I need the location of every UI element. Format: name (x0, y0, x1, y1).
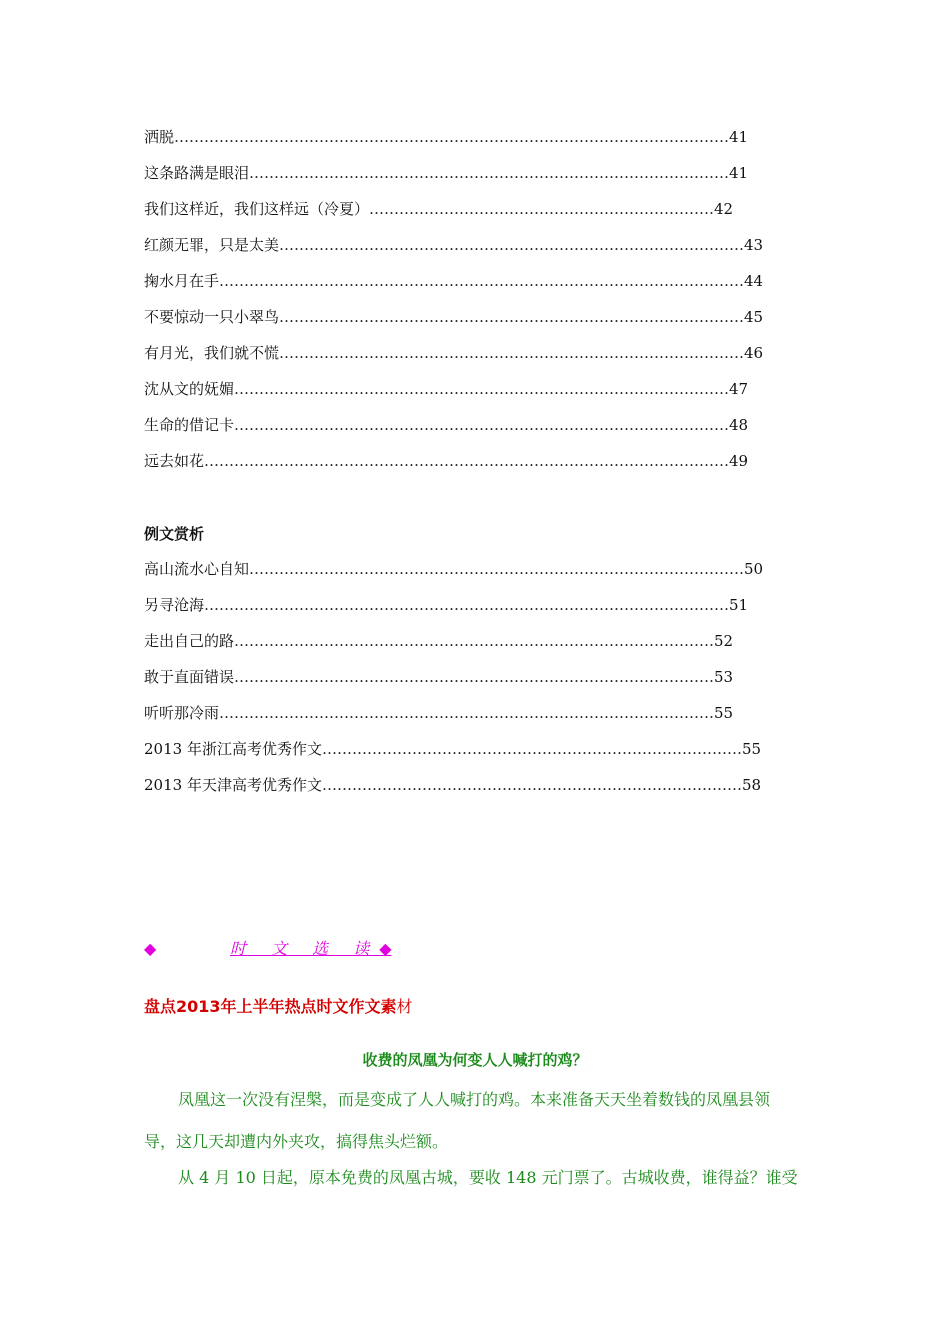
toc-entry-title: 沈从文的妩媚 (144, 380, 235, 398)
toc-leader-dots: …………………………………………………………………………………………… (219, 272, 745, 290)
toc-page-number: 43 (744, 236, 764, 254)
section-heading-tail: 材 (396, 997, 413, 1016)
section-heading-bold: 盘点2013年上半年热点时文作文素 (144, 997, 397, 1016)
toc-entry[interactable] (144, 415, 748, 435)
toc-leader-dots: …………………………………………………………………………………… (234, 632, 715, 650)
toc-entry[interactable] (144, 199, 733, 219)
toc-entry[interactable] (144, 595, 748, 615)
toc-leader-dots: ………………………………………………………………………… (321, 776, 742, 794)
toc-leader-dots: ……………………………………………………………………………………… (249, 560, 745, 578)
toc-leader-dots: …………………………………………………………………………………………… (204, 452, 730, 470)
toc-entry-title: 这条路满是眼泪 (144, 164, 250, 182)
toc-entry-title: 有月光，我们就不慌 (144, 344, 280, 362)
article-line-2: 导，这几天却遭内外夹攻，搞得焦头烂额。 (144, 1132, 449, 1151)
banner-label[interactable] (230, 938, 392, 960)
toc-page-number: 53 (714, 668, 734, 686)
article-line-3: 从 4 月 10 日起，原本免费的凤凰古城，要收 148 元门票了。古城收费，谁得益？谁受 (178, 1168, 798, 1187)
toc-entry-title: 2013 年天津高考优秀作文 (144, 776, 322, 794)
section-heading-hot-topics (144, 996, 413, 1018)
toc-entry[interactable] (144, 739, 761, 759)
toc-page-number: 41 (729, 128, 749, 146)
toc-page-number: 58 (741, 776, 762, 794)
section-title-example-essays: 例文赏析 (144, 525, 205, 543)
toc-entry[interactable] (144, 775, 761, 795)
toc-leader-dots: ………………………………………………………………………………… (279, 344, 745, 362)
toc-entry-title: 听听那冷雨 (144, 704, 220, 722)
toc-leader-dots: …………………………………………………………………………………… (249, 164, 730, 182)
toc-entry[interactable] (144, 127, 748, 147)
toc-leader-dots: ……………………………………………………………………………………… (234, 416, 730, 434)
toc-page-number: 42 (714, 200, 734, 218)
toc-entry-title: 红颜无罪，只是太美 (144, 236, 280, 254)
toc-page-number: 50 (744, 560, 764, 578)
toc-leader-dots: ……………………………………………………………………………………… (234, 380, 730, 398)
toc-entry[interactable] (144, 559, 763, 579)
toc-leader-dots: …………………………………………………………………………………………… (204, 596, 730, 614)
toc-leader-dots: ………………………………………………………………………………… (279, 308, 745, 326)
article-title: 收费的凤凰为何变人人喊打的鸡？ (362, 1051, 588, 1069)
toc-entry[interactable] (144, 451, 748, 471)
toc-leader-dots: ………………………………………………………………………… (321, 740, 742, 758)
toc-entry-title: 走出自己的路 (144, 632, 235, 650)
toc-entry[interactable] (144, 163, 748, 183)
toc-leader-dots: ………………………………………………………………………………… (279, 236, 745, 254)
diamond-icon: ◆ (379, 939, 392, 958)
toc-leader-dots: …………………………………………………………………………………… (234, 668, 715, 686)
toc-page-number: 45 (744, 308, 764, 326)
toc-page-number: 41 (729, 164, 749, 182)
toc-entry-title: 洒脱 (144, 128, 175, 146)
toc-page-number: 44 (744, 272, 764, 290)
toc-page-number: 52 (714, 632, 734, 650)
toc-page-number: 47 (729, 380, 749, 398)
toc-page-number: 51 (729, 596, 749, 614)
toc-entry[interactable] (144, 235, 763, 255)
toc-entry[interactable] (144, 667, 733, 687)
toc-entry-title: 敢于直面错误 (144, 668, 235, 686)
toc-entry-title: 不要惊动一只小翠鸟 (144, 308, 280, 326)
toc-entry-title: 高山流水心自知 (144, 560, 250, 578)
toc-entry-title: 2013 年浙江高考优秀作文 (144, 740, 322, 758)
toc-entry-title: 掬水月在手 (144, 272, 220, 290)
toc-entry[interactable] (144, 307, 763, 327)
toc-leader-dots: …………………………………………………………… (369, 200, 715, 218)
toc-entry-title: 另寻沧海 (144, 596, 205, 614)
toc-entry[interactable] (144, 379, 748, 399)
toc-page-number: 46 (744, 344, 764, 362)
toc-leader-dots: ……………………………………………………………………………………… (219, 704, 715, 722)
toc-page-number: 55 (714, 704, 734, 722)
diamond-icon: ◆ (144, 939, 157, 958)
toc-page-number: 55 (741, 740, 762, 758)
banner-label-text: 时 文 选 读 (230, 939, 380, 958)
toc-entry[interactable] (144, 271, 763, 291)
toc-entry[interactable] (144, 631, 733, 651)
toc-leader-dots: ………………………………………………………………………………………………… (174, 128, 730, 146)
banner-current-readings (144, 938, 392, 960)
toc-entry-title: 生命的借记卡 (144, 416, 235, 434)
toc-entry-title: 我们这样近，我们这样远（冷夏） (144, 200, 370, 218)
toc-entry[interactable] (144, 343, 763, 363)
article-line-1: 凤凰这一次没有涅槃，而是变成了人人喊打的鸡。本来准备天天坐着数钱的凤凰县领 (178, 1090, 771, 1109)
toc-entry[interactable] (144, 703, 733, 723)
toc-entry-title: 远去如花 (144, 452, 205, 470)
toc-page-number: 48 (729, 416, 749, 434)
toc-page-number: 49 (729, 452, 749, 470)
